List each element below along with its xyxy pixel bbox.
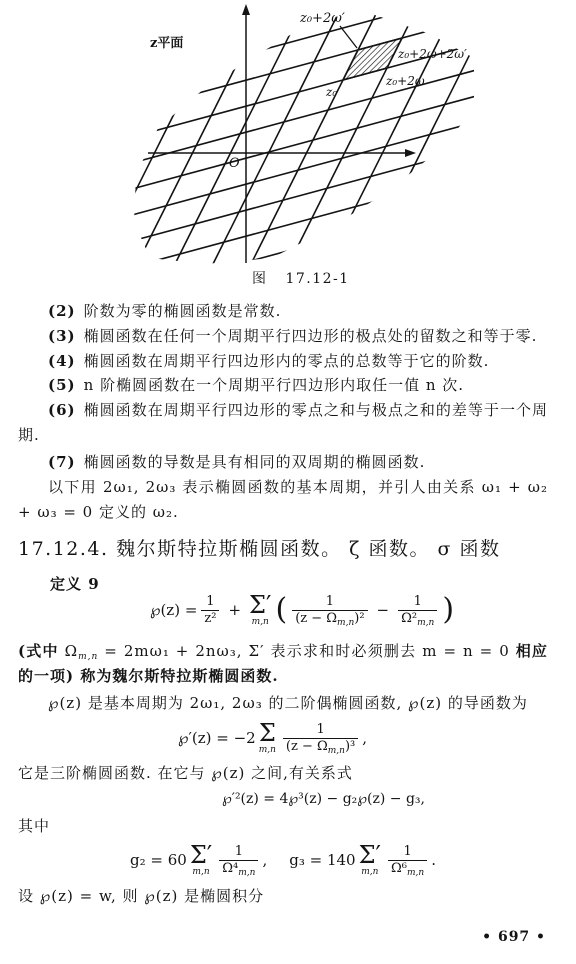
g3-fraction (388, 844, 427, 877)
period-lattice (0, 0, 540, 292)
lattice-line-omega-direction (100, 116, 500, 224)
page-number: • 697 • (482, 929, 546, 945)
sum-symbol: Σ′ (189, 841, 213, 869)
g2-primed-sum (190, 843, 212, 877)
last-line: 设 ℘(z) = w, 则 ℘(z) 是椭圆积分 (18, 887, 265, 905)
formula-lhs: ℘(z) = (150, 601, 198, 619)
formula-end-period: . (431, 851, 436, 869)
lattice-line-omega-prime-direction (347, 0, 502, 292)
denominator-part: )³ (344, 738, 356, 754)
differential-relation-formula (222, 779, 425, 819)
denominator-part: Ω⁴ (222, 860, 239, 876)
sum-symbol: Σ′ (358, 841, 381, 869)
omega-index: m,n (327, 745, 345, 756)
property-number: (5) (48, 376, 76, 394)
lattice-figure (0, 0, 576, 292)
periods-note: 以下用 2ω₁, 2ω₃ 表示椭圆函数的基本周期，并引人由关系 ω₁ + ω₂ + ω₃ = 0 定义的 ω₂. (18, 478, 548, 521)
property-text: 阶数为零的椭圆函数是常数. (83, 302, 282, 320)
fraction-denominator (388, 860, 427, 877)
denominator-part: (z − Ω (295, 610, 338, 626)
where-label: 其中 (18, 817, 51, 835)
omega-definition: = 2mω₁ + 2nω₃, (104, 642, 243, 660)
property-number: (2) (48, 302, 76, 320)
lattice-line-omega-prime-direction (195, 0, 350, 292)
property-4 (48, 349, 489, 374)
lattice-line-omega-prime-direction (233, 0, 388, 292)
lattice-line-omega-prime-direction (385, 0, 540, 292)
formula-lhs: ℘′(z) = −2 (178, 729, 256, 747)
primed-sum-symbol: Σ′ (248, 642, 265, 660)
minus-sign: − (376, 601, 390, 619)
lattice-line-omega-direction (100, 12, 500, 120)
lattice-line-omega-direction (100, 168, 500, 276)
property-text: 椭圆函数在周期平行四边形内的零点的总数等于它的阶数. (83, 352, 490, 370)
property-number: (3) (48, 327, 76, 345)
lattice-line-omega-prime-direction (119, 0, 274, 292)
omega-index: m,n (337, 617, 355, 628)
corner-label-z0: z₀ (326, 85, 338, 99)
fraction-denominator (398, 610, 437, 627)
origin-label: O (229, 156, 240, 171)
fraction-cubed-term (283, 722, 358, 755)
lattice-line-omega-prime-direction (0, 0, 122, 292)
fraction-numerator: 1 (325, 593, 334, 609)
formula-trailing-comma: , (362, 729, 368, 747)
corner-label-z0-plus-2w-plus-2w-prime: z₀+2ω+2ω′ (398, 47, 467, 61)
omega-index: m,n (407, 867, 425, 878)
denominator-part: Ω² (401, 610, 418, 626)
definition-label: 定义 9 (50, 575, 100, 593)
figure-caption: 图 17.12-1 (252, 271, 350, 287)
plane-label: z平面 (150, 36, 184, 51)
g2-fraction (219, 844, 258, 877)
property-text: n 阶椭圆函数在一个周期平行四边形内取任一值 n 次. (83, 376, 465, 394)
property-number: (6) (48, 401, 76, 419)
where-clause (18, 639, 548, 689)
fraction-numerator: 1 (413, 593, 422, 609)
sum-symbol: Σ′ (249, 591, 272, 619)
sum-index: m,n (361, 867, 379, 877)
fraction-one-over-omega-squared (398, 594, 437, 627)
p-derivative-formula (178, 718, 367, 758)
denominator-part: Ω⁶ (391, 860, 407, 876)
property-number: (4) (48, 352, 76, 370)
plus-sign: + (228, 601, 242, 619)
weierstrass-p-definition-formula (150, 590, 455, 630)
fraction-denominator (283, 738, 358, 755)
sum-index: m,n (192, 867, 210, 877)
property-2 (48, 299, 281, 324)
property-6 (18, 398, 548, 448)
relation-text: ℘′²(z) = 4℘³(z) − g₂℘(z) − g₃, (222, 791, 425, 807)
fraction-lattice-term (292, 594, 367, 627)
where-rest: 相应的一项) 称为魏尔斯特拉斯椭圆函数. (18, 642, 548, 685)
omega-symbol: Ω (64, 642, 79, 660)
third-order-note: 它是三阶椭圆函数. 在它与 ℘(z) 之间,有关系式 (18, 764, 353, 782)
fraction-numerator: 1 (403, 843, 412, 859)
label-pointer-line (340, 26, 357, 48)
corner-label-z0-plus-2w-prime: z₀+2ω′ (300, 11, 345, 26)
g2-lhs: g₂ = 60 (130, 851, 187, 869)
omega-index: m,n (238, 867, 256, 878)
lattice-line-omega-direction (100, 142, 500, 250)
sum (259, 721, 276, 755)
imaginary-axis-arrow (242, 4, 250, 15)
g3-lhs: g₃ = 140 (289, 851, 356, 869)
fraction-numerator: 1 (316, 721, 325, 737)
denominator-part: (z − Ω (285, 738, 328, 754)
omega-index: m,n (417, 617, 435, 628)
lattice-line-omega-prime-direction (5, 0, 160, 292)
sum-meaning: 表示求和时必须删去 (270, 642, 417, 660)
lattice-line-omega-prime-direction (271, 0, 426, 292)
excluded-index: m = n = 0 (422, 642, 510, 660)
fraction-denominator: z² (201, 610, 219, 627)
lattice-line-omega-direction (100, 64, 500, 172)
primed-sum (249, 593, 271, 627)
left-paren: ( (275, 592, 288, 627)
right-paren: ) (442, 592, 455, 627)
corner-label-z0-plus-2w: z₀+2ω (386, 74, 425, 88)
fraction-denominator (219, 860, 258, 877)
invariants-formula (130, 840, 436, 880)
fraction-one-over-z-squared (201, 594, 219, 627)
separator-comma: , (262, 851, 268, 869)
sum-index: m,n (258, 745, 276, 755)
property-text: 椭圆函数在任何一个周期平行四边形的极点处的留数之和等于零. (83, 327, 538, 345)
p-description: ℘(z) 是基本周期为 2ω₁, 2ω₃ 的二阶偶椭圆函数, ℘(z) 的导函数为 (48, 694, 528, 712)
section-heading: 17.12.4. 魏尔斯特拉斯椭圆函数。 ζ 函数。 σ 函数 (18, 538, 501, 560)
property-text: 椭圆函数在周期平行四边形的零点之和与极点之和的差等于一个周期. (18, 401, 548, 444)
g3-primed-sum (359, 843, 381, 877)
property-5 (48, 373, 464, 398)
where-open: (式中 (18, 642, 59, 660)
sum-symbol: Σ (258, 719, 276, 747)
real-axis-arrow (405, 149, 416, 157)
property-text: 椭圆函数的导数是具有相同的双周期的椭圆函数. (83, 453, 426, 471)
fraction-numerator: 1 (206, 593, 215, 609)
property-number: (7) (48, 453, 76, 471)
omega-index: m,n (78, 652, 99, 662)
fraction-denominator (292, 610, 367, 627)
property-3 (48, 324, 537, 349)
denominator-part: )² (354, 610, 365, 626)
fraction-numerator: 1 (234, 843, 243, 859)
sum-index: m,n (251, 617, 269, 627)
property-7 (48, 450, 425, 475)
